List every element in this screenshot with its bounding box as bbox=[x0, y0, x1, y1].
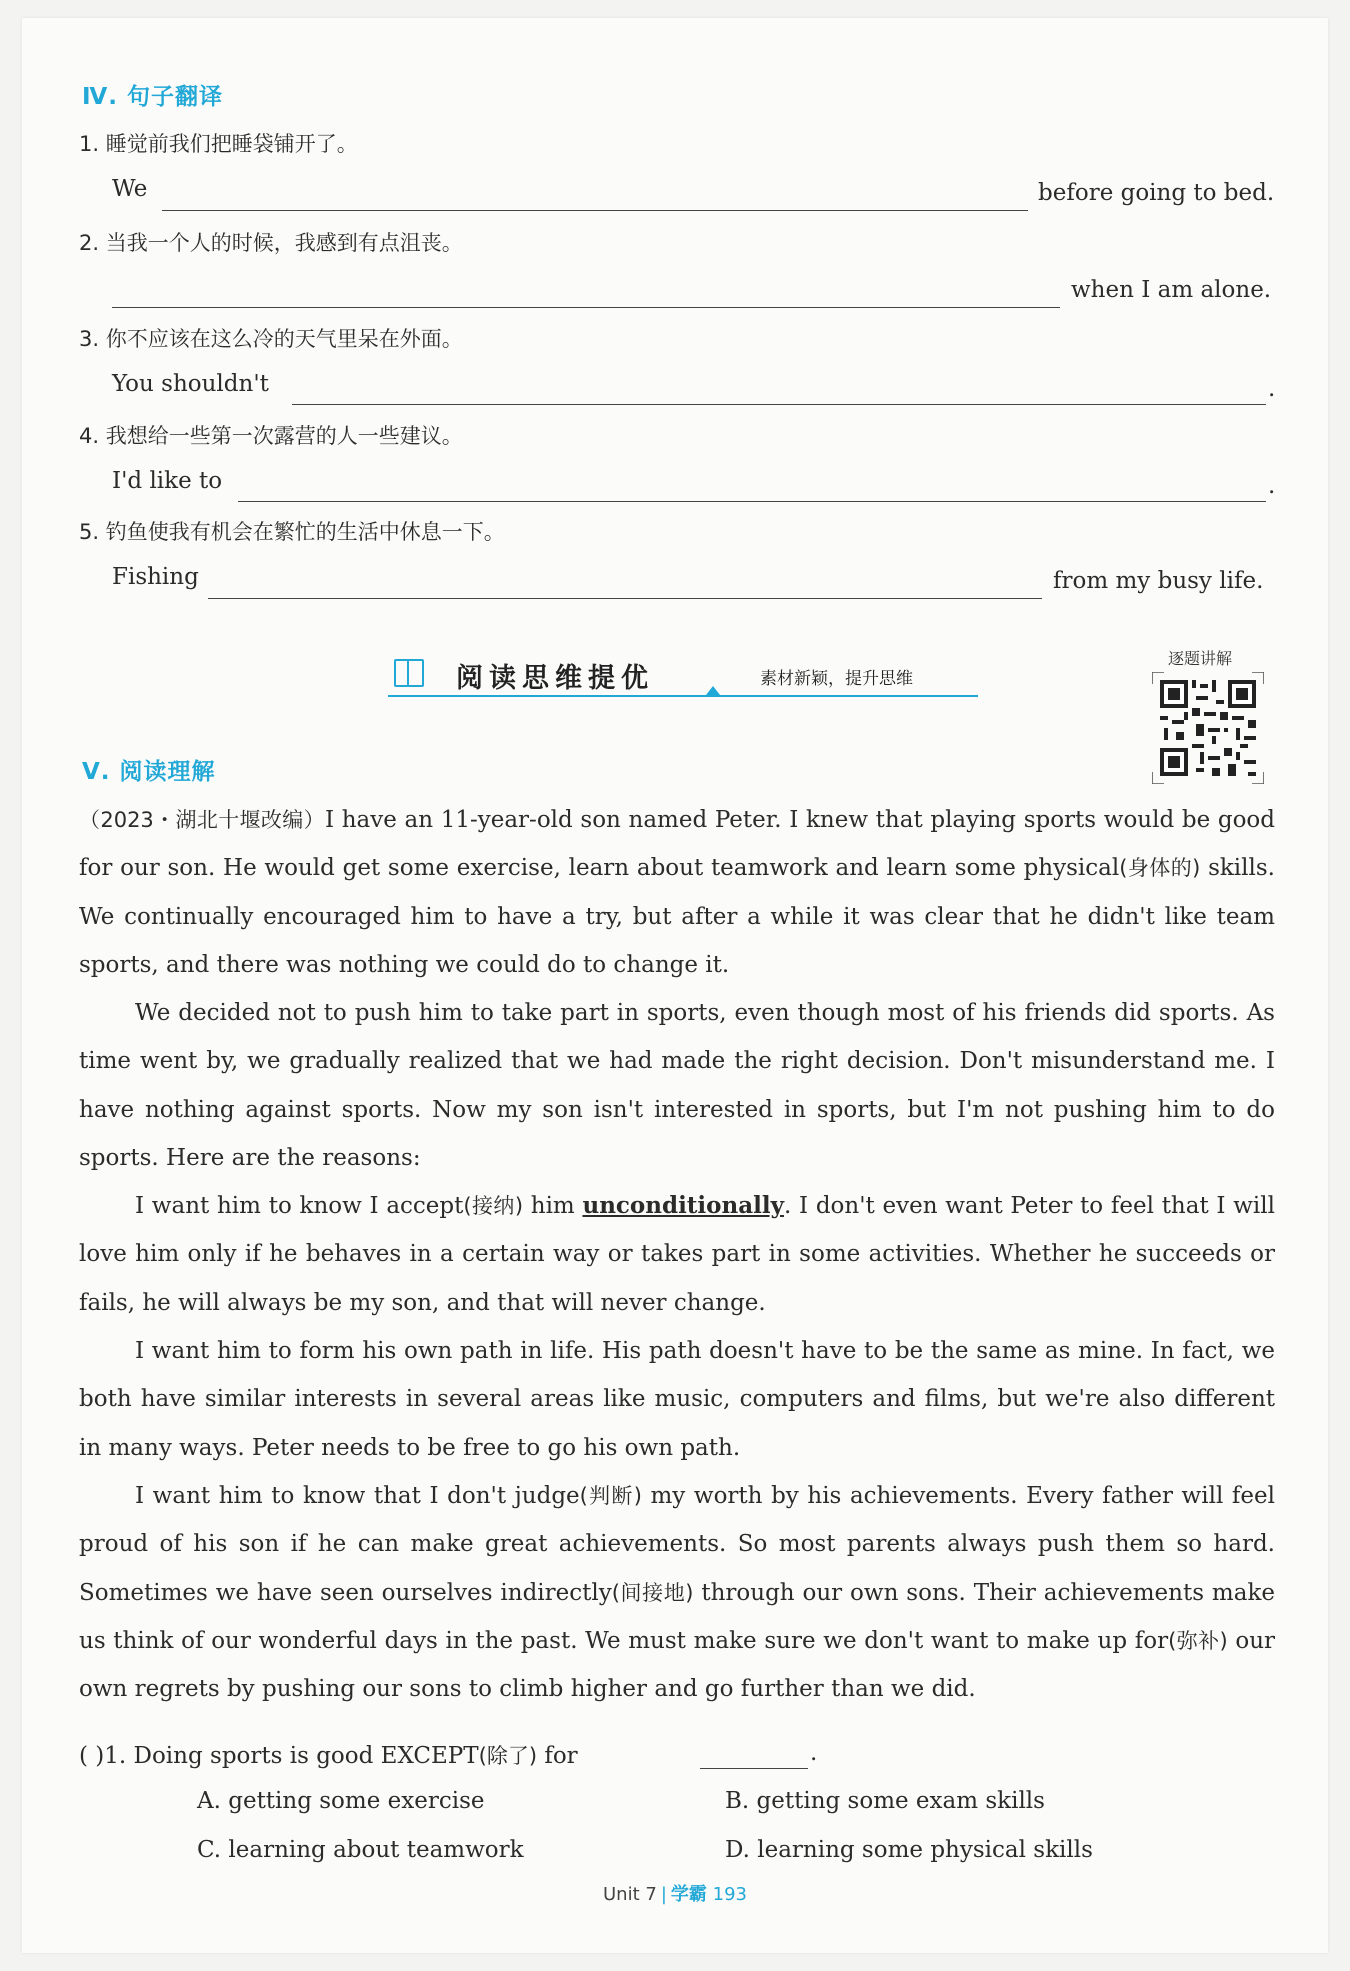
p3-text-a: I want him to know I accept bbox=[135, 1193, 464, 1219]
p3-gloss: (接纳) bbox=[463, 1194, 524, 1218]
item-3-suffix: . bbox=[1268, 376, 1276, 402]
passage-source: （2023・湖北十堰改编） bbox=[79, 808, 325, 832]
question-gloss: (除了) bbox=[478, 1744, 538, 1768]
p5-gloss-3: (弥补) bbox=[1168, 1628, 1228, 1653]
p3-text-b: him bbox=[523, 1193, 583, 1219]
item-4-prefix: I'd like to bbox=[112, 468, 223, 494]
item-4-suffix: . bbox=[1268, 473, 1276, 499]
p5-text-b: my worth by his achievements. Every father will feel proud of his son if he can make great achievements. So most parents always push them so hard. Sometimes we have seen ourselves indirectly bbox=[79, 1483, 1275, 1606]
item-4-answer-line[interactable] bbox=[238, 501, 1266, 502]
p5-text-a: I want him to know that I don't judge bbox=[135, 1483, 580, 1509]
p5-gloss-2: (间接地) bbox=[611, 1580, 694, 1605]
footer-separator: | bbox=[660, 1884, 667, 1905]
option-a[interactable]: A. getting some exercise bbox=[197, 1788, 485, 1814]
banner-title: 阅读思维提优 bbox=[456, 663, 654, 694]
item-1-prefix: We bbox=[112, 176, 148, 202]
underlined-word: unconditionally bbox=[582, 1192, 784, 1219]
answer-paren[interactable]: ( ) bbox=[79, 1743, 105, 1769]
item-5-prompt: 5. 钓鱼使我有机会在繁忙的生活中休息一下。 bbox=[79, 520, 505, 544]
item-5-suffix: from my busy life. bbox=[1053, 568, 1264, 594]
footer-unit: Unit 7 bbox=[603, 1884, 657, 1905]
section-5-title: Ⅴ. 阅读理解 bbox=[82, 759, 216, 785]
item-1-suffix: before going to bed. bbox=[1038, 180, 1275, 206]
item-2-answer-line[interactable] bbox=[112, 307, 1060, 308]
p1-gloss: (身体的) bbox=[1119, 856, 1201, 881]
banner-rule bbox=[388, 695, 978, 697]
item-1-prompt: 1. 睡觉前我们把睡袋铺开了。 bbox=[79, 132, 358, 156]
banner-triangle-icon bbox=[706, 686, 720, 695]
item-1-answer-line[interactable] bbox=[162, 210, 1028, 211]
option-c[interactable]: C. learning about teamwork bbox=[197, 1837, 524, 1863]
p5-text-d: our own regrets by pushing our sons to climb higher and go further than we did. bbox=[79, 1627, 1275, 1703]
item-3-prompt: 3. 你不应该在这么冷的天气里呆在外面。 bbox=[79, 327, 463, 351]
item-5-answer-line[interactable] bbox=[208, 598, 1042, 599]
section-4-title: Ⅳ. 句子翻译 bbox=[82, 84, 224, 110]
item-2-prompt: 2. 当我一个人的时候，我感到有点沮丧。 bbox=[79, 231, 463, 255]
passage-paragraph-1 bbox=[79, 796, 1275, 989]
page-number: 193 bbox=[712, 1884, 747, 1905]
page-footer bbox=[0, 1880, 1350, 1906]
item-2-suffix: when I am alone. bbox=[1071, 277, 1272, 303]
passage-paragraph-2: We decided not to push him to take part in sports, even though most of his friends did sports. As time went by, we gradually realized that we had made the right decision. Don't misunderstand me. I have nothing against sports. Now my son isn't interested in sports, but I'm not pushing him to do sports. Here are the reasons: bbox=[79, 1000, 1275, 1171]
item-3-answer-line[interactable] bbox=[292, 404, 1266, 405]
qr-label: 逐题讲解 bbox=[1168, 649, 1233, 668]
passage-paragraph-3 bbox=[79, 1182, 1275, 1327]
book-icon bbox=[394, 659, 424, 687]
question-stem-a: 1. Doing sports is good EXCEPT bbox=[104, 1743, 479, 1769]
p5-text-c: through our own sons. Their achievements make us think of our wonderful days in the past. We must make sure we don't want to make up for bbox=[79, 1579, 1275, 1654]
item-5-prefix: Fishing bbox=[112, 564, 199, 590]
item-3-prefix: You shouldn't bbox=[112, 371, 269, 397]
question-1 bbox=[79, 1740, 578, 1770]
qr-code-icon[interactable] bbox=[1152, 672, 1264, 784]
item-4-prompt: 4. 我想给一些第一次露营的人一些建议。 bbox=[79, 424, 463, 448]
p3-text-c: . I don't even want Peter to feel that I will love him only if he behaves in a certain way or takes part in some activities. Whether he succeeds or fails, he will always be my son, and that will never change. bbox=[79, 1193, 1275, 1316]
footer-brand: 学霸 bbox=[670, 1884, 707, 1905]
question-stem-b: for bbox=[537, 1743, 578, 1769]
option-b[interactable]: B. getting some exam skills bbox=[725, 1788, 1045, 1814]
p1-text-b: skills. We continually encouraged him to have a try, but after a while it was clear that he didn't like team sports, and there was nothing we could do to change it. bbox=[79, 855, 1275, 978]
option-d[interactable]: D. learning some physical skills bbox=[725, 1837, 1093, 1863]
question-end: . bbox=[810, 1740, 818, 1766]
reading-banner bbox=[388, 652, 978, 700]
banner-subtitle: 素材新颖，提升思维 bbox=[760, 669, 913, 689]
question-blank[interactable] bbox=[700, 1768, 808, 1769]
passage-paragraph-4: I want him to form his own path in life. His path doesn't have to be the same as mine. In fact, we both have similar interests in several areas like music, computers and films, but we're also different in many ways. Peter needs to be free to go his own path. bbox=[79, 1338, 1275, 1461]
p1-text-a: I have an 11-year-old son named Peter. I knew that playing sports would be good for our son. He would get some exercise, learn about teamwork and learn some physical bbox=[79, 807, 1275, 882]
passage-paragraph-5 bbox=[79, 1472, 1275, 1713]
p5-gloss-1: (判断) bbox=[579, 1484, 642, 1508]
